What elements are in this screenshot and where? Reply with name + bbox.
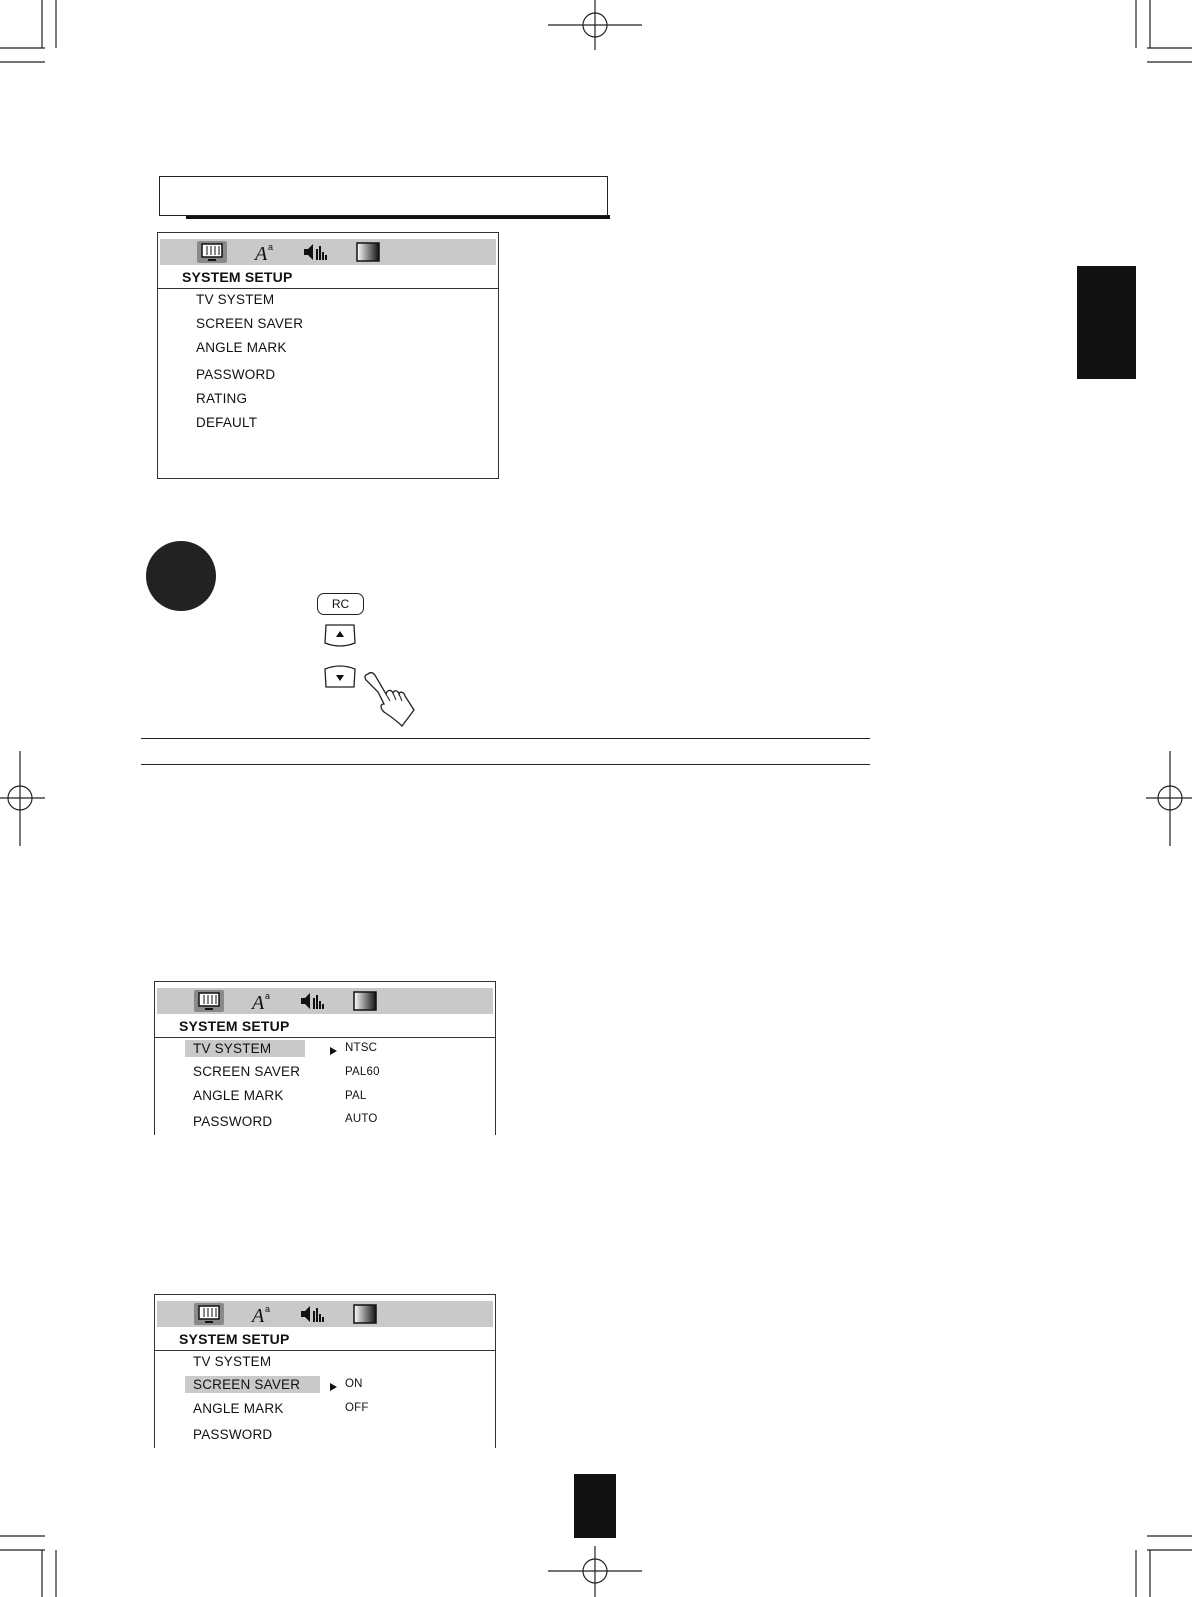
svg-text:A: A xyxy=(252,992,265,1012)
svg-text:a: a xyxy=(265,1304,271,1314)
svg-text:a: a xyxy=(265,991,271,1001)
svg-text:A: A xyxy=(252,1305,265,1325)
selection-arrow-icon xyxy=(330,1047,337,1055)
menu-title: SYSTEM SETUP xyxy=(179,1018,290,1034)
system-setup-menu-full xyxy=(157,232,499,479)
menu-item-default[interactable]: DEFAULT xyxy=(196,415,258,430)
menu-title: SYSTEM SETUP xyxy=(182,269,293,285)
pointing-hand-icon xyxy=(362,670,424,733)
cursor-up-icon[interactable] xyxy=(322,623,356,643)
menu-item-angle-mark[interactable]: ANGLE MARK xyxy=(196,340,287,355)
system-setup-menu-screen-saver xyxy=(154,1294,496,1448)
audio-icon[interactable] xyxy=(298,1303,328,1325)
divider-rule-top xyxy=(141,738,870,739)
menu-icon-bar xyxy=(157,1301,493,1327)
option-pal[interactable]: PAL xyxy=(345,1090,367,1102)
menu-separator xyxy=(158,288,498,289)
svg-text:a: a xyxy=(268,242,274,252)
option-off[interactable]: OFF xyxy=(345,1402,369,1414)
menu-item-angle-mark[interactable]: ANGLE MARK xyxy=(193,1401,284,1416)
selection-arrow-icon xyxy=(330,1383,337,1391)
tv-system-icon[interactable] xyxy=(197,241,227,263)
audio-icon[interactable] xyxy=(301,241,331,263)
menu-icon-bar xyxy=(160,239,496,265)
option-auto[interactable]: AUTO xyxy=(345,1113,378,1125)
language-icon[interactable] xyxy=(248,990,278,1012)
step-number-circle xyxy=(146,541,216,611)
menu-item-tv-system[interactable]: TV SYSTEM xyxy=(196,292,275,307)
language-icon[interactable] xyxy=(248,1303,278,1325)
option-on[interactable]: ON xyxy=(345,1378,363,1390)
menu-separator xyxy=(155,1037,495,1038)
video-icon[interactable] xyxy=(349,1303,379,1325)
menu-item-password[interactable]: PASSWORD xyxy=(193,1427,273,1442)
svg-text:A: A xyxy=(255,243,268,263)
rc-button-label: RC xyxy=(331,597,350,611)
tv-system-icon[interactable] xyxy=(194,990,224,1012)
video-icon[interactable] xyxy=(352,241,382,263)
menu-item-password[interactable]: PASSWORD xyxy=(196,367,276,382)
menu-item-tv-system[interactable]: TV SYSTEM xyxy=(193,1354,272,1369)
menu-separator xyxy=(155,1350,495,1351)
audio-icon[interactable] xyxy=(298,990,328,1012)
menu-item-password[interactable]: PASSWORD xyxy=(193,1114,273,1129)
menu-item-screen-saver[interactable]: SCREEN SAVER xyxy=(196,316,304,331)
section-tab xyxy=(1077,266,1136,379)
menu-icon-bar xyxy=(157,988,493,1014)
cursor-down-icon[interactable] xyxy=(322,665,356,685)
divider-rule-bottom xyxy=(141,764,870,765)
option-pal60[interactable]: PAL60 xyxy=(345,1066,380,1078)
menu-item-screen-saver[interactable]: SCREEN SAVER xyxy=(193,1064,301,1079)
page-number-tab xyxy=(574,1474,616,1538)
tv-system-icon[interactable] xyxy=(194,1303,224,1325)
menu-item-screen-saver-highlighted[interactable]: SCREEN SAVER xyxy=(185,1376,320,1393)
menu-item-angle-mark[interactable]: ANGLE MARK xyxy=(193,1088,284,1103)
language-icon[interactable] xyxy=(251,241,281,263)
menu-item-rating[interactable]: RATING xyxy=(196,391,248,406)
rc-button[interactable] xyxy=(317,593,364,615)
menu-item-tv-system-highlighted[interactable]: TV SYSTEM xyxy=(185,1040,305,1057)
section-title-box xyxy=(159,176,608,216)
video-icon[interactable] xyxy=(349,990,379,1012)
menu-title: SYSTEM SETUP xyxy=(179,1331,290,1347)
option-ntsc[interactable]: NTSC xyxy=(345,1042,378,1054)
system-setup-menu-tv-system xyxy=(154,981,496,1135)
